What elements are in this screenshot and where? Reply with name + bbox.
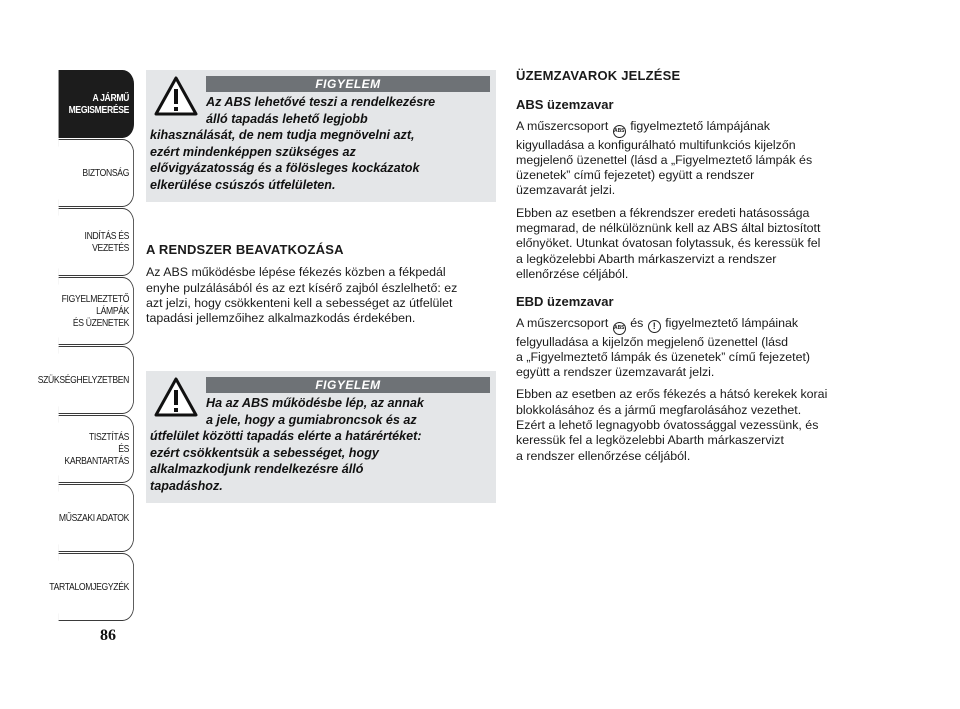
brake-warning-icon: !: [648, 320, 661, 333]
abs-text-a: A műszercsoport: [516, 118, 609, 133]
ebd-fault-title: EBD üzemzavar: [516, 294, 614, 310]
tab-muszaki-adatok[interactable]: [59, 484, 134, 552]
tab-label: MŰSZAKI ADATOK: [58, 512, 130, 524]
tab-biztonsag[interactable]: [59, 139, 134, 207]
tab-label: INDÍTÁS ÉS VEZETÉS: [84, 230, 130, 254]
warning-text-rest: útfelület közötti tapadás elérte a határértéket: ezért csökkentsük a sebességet, hogy alkalmazkodjunk rendelkezésre álló tapadáshoz.: [150, 429, 422, 493]
warning-title: FIGYELEM: [206, 76, 490, 92]
warning-text-indented: Az ABS lehetővé teszi a rendelkezésre álló tapadás lehető legjobb: [206, 95, 436, 126]
page-number: 86: [100, 627, 116, 644]
ebd-fault-paragraph-2: Ebben az esetben az erős fékezés a hátsó kerekek korai blokkolásához és a jármű megfarolásához vezethet. Ezért a lehető legnagyobb óvatossággal vezessünk, és keressük fel a legközelebbi Abarth márkaszervizt a rendszer ellenőrzése céljából.: [516, 387, 828, 463]
tab-label: BIZTONSÁG: [82, 167, 130, 179]
tab-a-jarmu-megismerese[interactable]: [59, 70, 134, 138]
tab-tisztitas-es-karbantartas[interactable]: [59, 415, 134, 483]
ebd-text-b: figyelmeztető lámpáinak felgyulladása a kijelzőn megjelenő üzenettel (lásd a „Figyelmeztető lámpák és üzenetek” című fejezetet) együtt a rendszer üzemzavarát jelzi.: [516, 315, 811, 380]
tab-tartalomjegyzek[interactable]: [49, 553, 134, 621]
warning-text-rest: kihasználását, de nem tudja megnövelni azt, ezért mindenképpen szükséges az elővigyázatosság és a fölösleges kockázatok elkerülése csúszós útfelületen.: [150, 128, 420, 192]
right-column: [516, 68, 886, 464]
tab-label: SZÜKSÉGHELYZETBEN: [37, 374, 130, 386]
tab-inditas-es-vezetes[interactable]: [59, 208, 134, 276]
warning-text: [150, 94, 488, 193]
abs-fault-paragraph-2: Ebben az esetben a fékrendszer eredeti hatásossága megmarad, de nélkülöznünk kell az ABS által biztosított előnyöket. Utunkat óvatosan folytassuk, és keressük fel a legközelebbi Abarth márkaszervizt a rendszer ellenőrzése céljából.: [516, 205, 821, 281]
warning-text-indented: Ha az ABS működésbe lép, az annak a jele, hogy a gumiabroncsok és az: [206, 396, 424, 427]
ebd-text-a: A műszercsoport: [516, 315, 609, 330]
abs-fault-paragraph-1: [516, 119, 886, 199]
section-rendszer-beavatkozasa: [146, 242, 501, 326]
warning-box-abs-limit: [146, 371, 496, 503]
tab-label: TISZTÍTÁS ÉS KARBANTARTÁS: [64, 431, 130, 467]
warning-title: FIGYELEM: [206, 377, 490, 393]
tab-label: A JÁRMŰ MEGISMERÉSE: [68, 92, 130, 116]
ebd-fault-paragraph-1: [516, 316, 886, 381]
tab-label: TARTALOMJEGYZÉK: [49, 581, 130, 593]
abs-text-b: figyelmeztető lámpájának kigyulladása a konfigurálható multifunkciós kijelzőn megjelenő üzenettel (lásd a „Figyelmeztető lámpák és üzenetek” című fejezetet) együtt a rendszer üzemzavarát jelzi.: [516, 118, 813, 198]
tab-szukseghelyzetben[interactable]: [37, 346, 134, 414]
section-paragraph: Az ABS működésbe lépése fékezés közben a fékpedál enyhe pulzálásából és az ezt kísérő zajból észlelhető: ez azt jelzi, hogy csökkenteni kell a sebességet az útfelület tapadási jellemzőihez alkalmazkodás érdekében.: [146, 265, 458, 326]
warning-text: [150, 395, 488, 494]
abs-warning-icon: ABS: [613, 322, 626, 335]
tab-label: FIGYELMEZTETŐ LÁMPÁK ÉS ÜZENETEK: [61, 293, 130, 329]
section-heading: ÜZEMZAVAROK JELZÉSE: [516, 68, 681, 83]
section-heading: A RENDSZER BEAVATKOZÁSA: [146, 242, 344, 257]
warning-box-abs-traction: [146, 70, 496, 202]
ebd-text-and: és: [630, 315, 644, 330]
abs-warning-icon: ABS: [613, 125, 626, 138]
tab-figyelmezteto-lampak[interactable]: [59, 277, 134, 345]
abs-fault-title: ABS üzemzavar: [516, 97, 614, 113]
